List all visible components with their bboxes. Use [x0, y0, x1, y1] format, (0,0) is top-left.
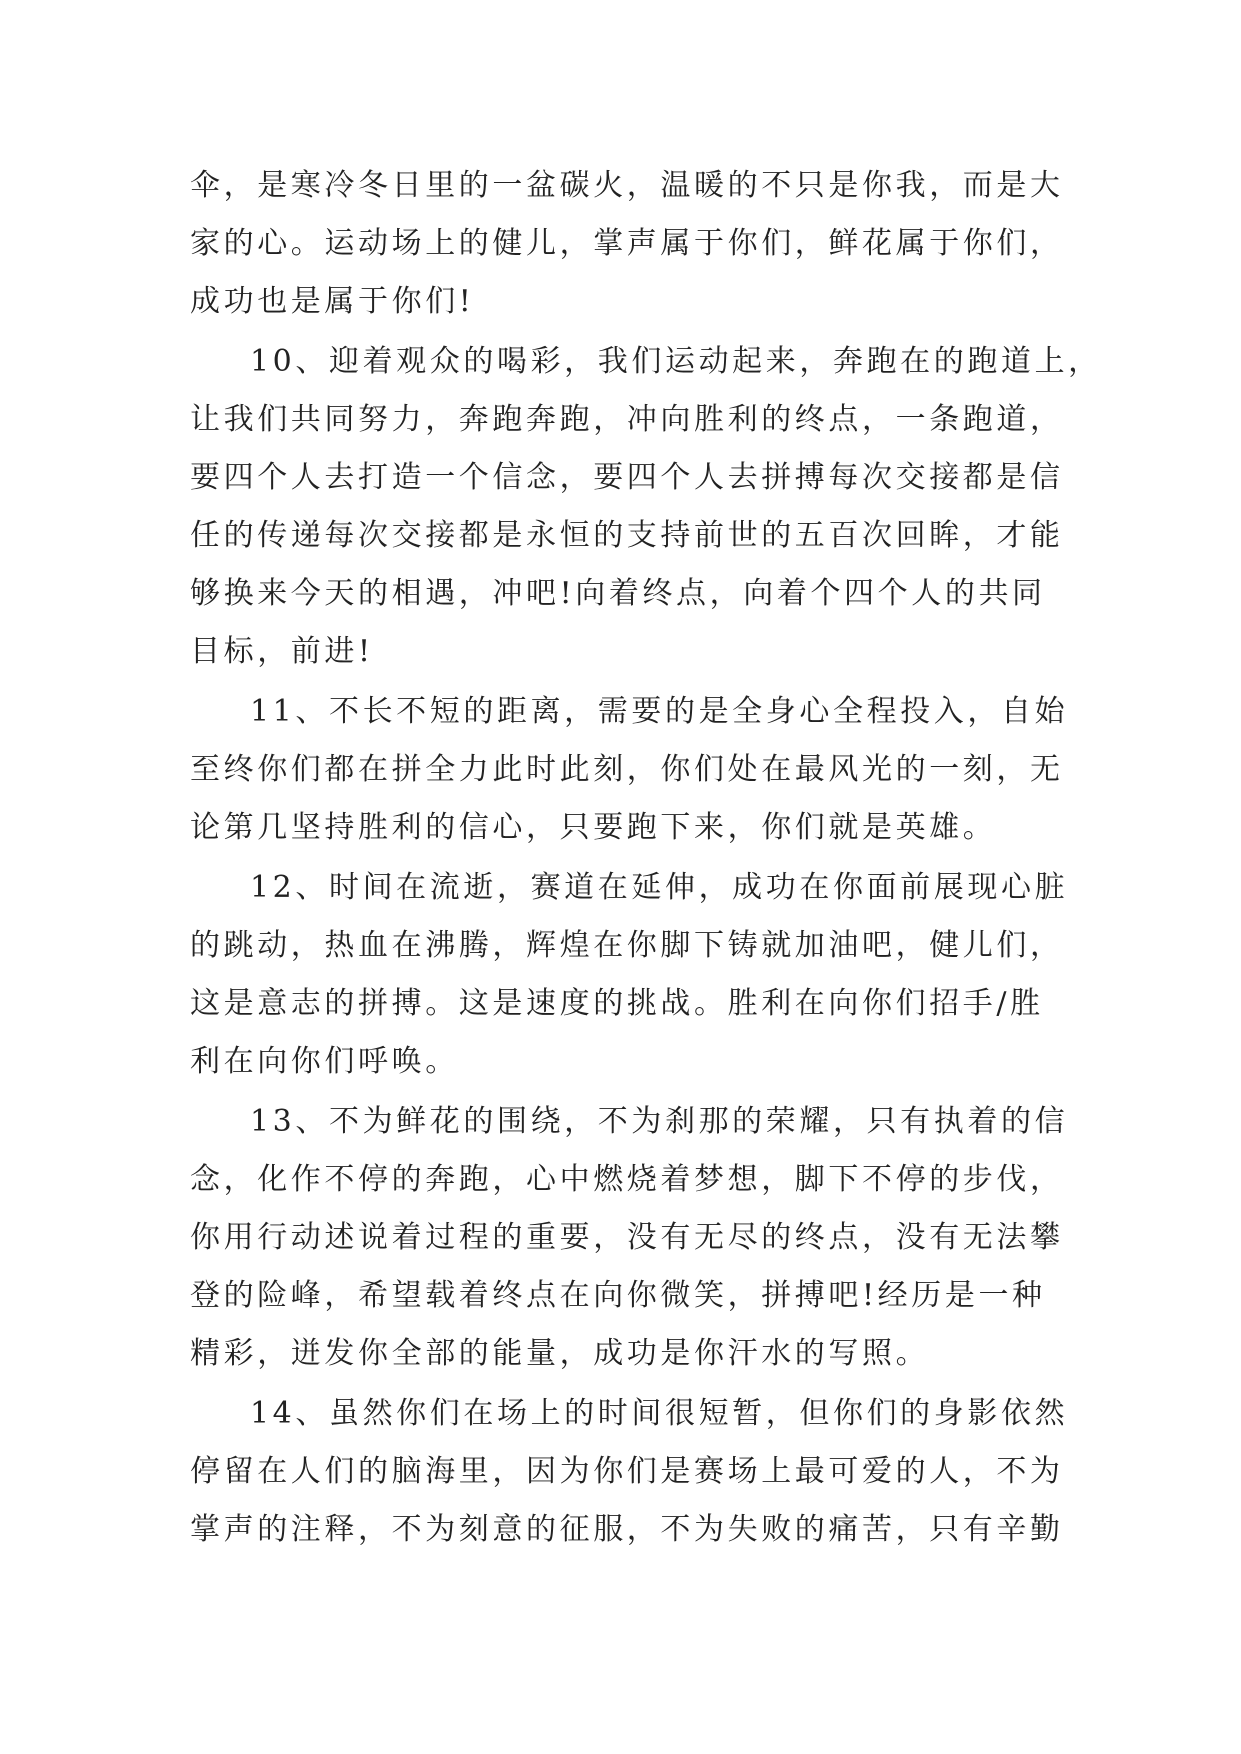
text-line: 的跳动，热血在沸腾，辉煌在你脚下铸就加油吧，健儿们， [190, 928, 1064, 963]
text-line: 要四个人去打造一个信念，要四个人去拼搏每次交接都是信 [190, 460, 1064, 495]
text-line: 伞，是寒冷冬日里的一盆碳火，温暖的不只是你我，而是大 [190, 168, 1064, 203]
paragraph-13-start: 13、不为鲜花的围绕，不为刹那的荣耀，只有执着的信 [250, 1104, 1069, 1139]
text-line: 论第几坚持胜利的信心，只要跑下来，你们就是英雄。 [190, 810, 997, 845]
text-line: 登的险峰，希望载着终点在向你微笑，拼搏吧!经历是一种 [190, 1278, 1046, 1313]
text-line: 这是意志的拼搏。这是速度的挑战。胜利在向你们招手/胜 [190, 986, 1044, 1021]
text-line: 停留在人们的脑海里，因为你们是赛场上最可爱的人，不为 [190, 1454, 1064, 1489]
paragraph-11-start: 11、不长不短的距离，需要的是全身心全程投入，自始 [250, 694, 1069, 729]
text-line: 念，化作不停的奔跑，心中燃烧着梦想，脚下不停的步伐， [190, 1162, 1064, 1197]
text-line: 任的传递每次交接都是永恒的支持前世的五百次回眸，才能 [190, 518, 1064, 553]
paragraph-12-start: 12、时间在流逝，赛道在延伸，成功在你面前展现心脏 [250, 870, 1069, 905]
text-line: 精彩，迸发你全部的能量，成功是你汗水的写照。 [190, 1336, 930, 1371]
text-line: 至终你们都在拼全力此时此刻，你们处在最风光的一刻，无 [190, 752, 1064, 787]
paragraph-14-start: 14、虽然你们在场上的时间很短暂，但你们的身影依然 [250, 1396, 1069, 1431]
text-line: 掌声的注释，不为刻意的征服，不为失败的痛苦，只有辛勤 [190, 1512, 1064, 1547]
paragraph-10-start: 10、迎着观众的喝彩，我们运动起来，奔跑在的跑道上， [250, 344, 1102, 379]
text-line: 利在向你们呼唤。 [190, 1044, 459, 1079]
text-line: 家的心。运动场上的健儿，掌声属于你们，鲜花属于你们， [190, 226, 1064, 261]
text-line: 你用行动述说着过程的重要，没有无尽的终点，没有无法攀 [190, 1220, 1064, 1255]
text-line: 够换来今天的相遇，冲吧!向着终点，向着个四个人的共同 [190, 576, 1046, 611]
text-line: 让我们共同努力，奔跑奔跑，冲向胜利的终点，一条跑道， [190, 402, 1064, 437]
text-line: 目标，前进! [190, 634, 374, 669]
text-line: 成功也是属于你们! [190, 284, 475, 319]
